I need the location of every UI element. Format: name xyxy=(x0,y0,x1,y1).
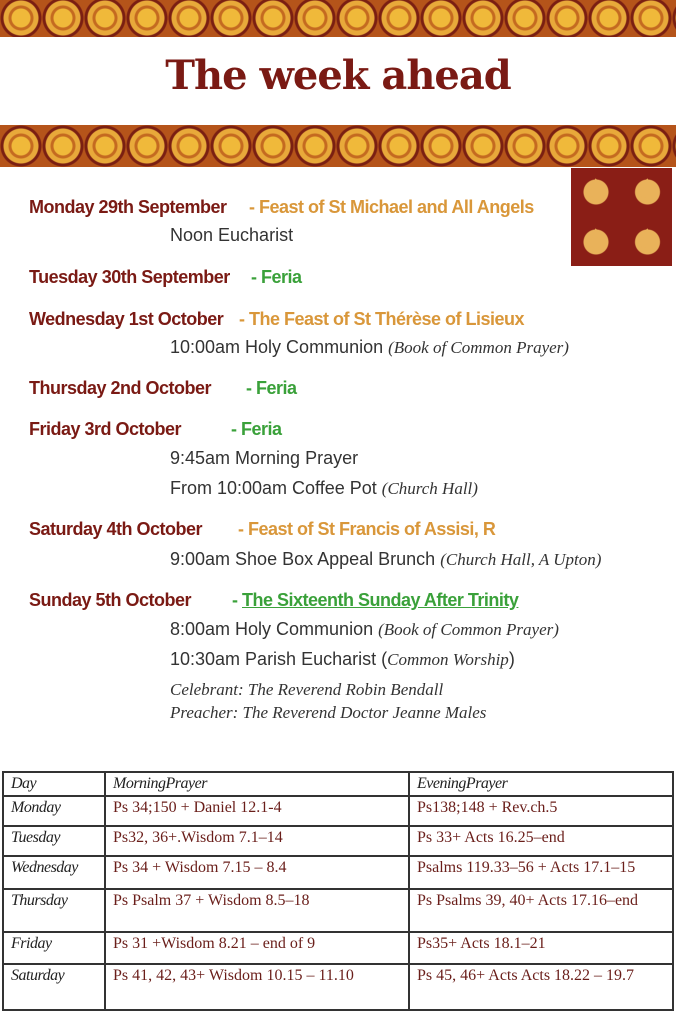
morning-reading: Ps Psalm 37 + Wisdom 8.5–18 xyxy=(105,889,409,932)
feast-link[interactable]: The Sixteenth Sunday After Trinity xyxy=(242,590,519,610)
column-header-day: Day xyxy=(3,772,105,796)
evening-reading: Ps138;148 + Rev.ch.5 xyxy=(409,796,673,826)
tile-border-icon xyxy=(0,125,676,167)
table-row xyxy=(3,796,673,826)
day-cell: Friday xyxy=(3,932,105,964)
event-feast xyxy=(232,590,518,611)
morning-reading: Ps 34 + Wisdom 7.15 – 8.4 xyxy=(105,856,409,889)
event-detail xyxy=(170,448,358,469)
event-day: Monday 29th September xyxy=(29,197,227,217)
table-row xyxy=(3,856,673,889)
day-cell: Saturday xyxy=(3,964,105,1010)
event-credit: Preacher: The Reverend Doctor Jeanne Males xyxy=(170,703,487,722)
day-cell: Wednesday xyxy=(3,856,105,889)
evening-reading: Psalms 119.33–56 + Acts 17.1–15 xyxy=(409,856,673,889)
event-detail xyxy=(170,649,515,670)
table-header-row xyxy=(3,772,673,796)
service-note: (Church Hall) xyxy=(381,479,478,498)
morning-reading: Ps32, 36+.Wisdom 7.1–14 xyxy=(105,826,409,856)
event-day: Wednesday 1st October xyxy=(29,309,224,329)
event-day: Tuesday 30th September xyxy=(29,267,230,287)
event-day: Thursday 2nd October xyxy=(29,378,212,398)
evening-reading: Ps Psalms 39, 40+ Acts 17.16–end xyxy=(409,889,673,932)
event-day: Sunday 5th October xyxy=(29,590,192,610)
day-cell: Tuesday xyxy=(3,826,105,856)
service-note: (Book of Common Prayer) xyxy=(388,338,569,357)
service-note: (Book of Common Prayer) xyxy=(378,620,559,639)
feast-prefix: - xyxy=(232,590,242,610)
service-text: Noon Eucharist xyxy=(170,225,294,245)
event-detail xyxy=(170,337,569,358)
event-feast: - The Feast of St Thérèse of Lisieux xyxy=(239,309,525,329)
service-text: 10:30am Parish Eucharist ( xyxy=(170,649,388,669)
fleur-de-lis-tile-icon: ⚜ ⚜ ⚜ ⚜ xyxy=(571,168,672,266)
readings-table xyxy=(2,771,674,1011)
event-feast: - Feast of St Michael and All Angels xyxy=(249,197,534,217)
morning-reading: Ps 41, 42, 43+ Wisdom 10.15 – 11.10 xyxy=(105,964,409,1010)
event-credit: Celebrant: The Reverend Robin Bendall xyxy=(170,680,444,699)
service-text: 9:00am Shoe Box Appeal Brunch xyxy=(170,549,441,569)
table-row xyxy=(3,826,673,856)
morning-reading: Ps 31 +Wisdom 8.21 – end of 9 xyxy=(105,932,409,964)
table-row xyxy=(3,889,673,932)
day-cell: Monday xyxy=(3,796,105,826)
service-note: (Church Hall, A Upton) xyxy=(440,550,602,569)
service-text: 9:45am Morning Prayer xyxy=(170,448,359,468)
table-row xyxy=(3,964,673,1010)
event-feast: - Feria xyxy=(246,378,297,398)
table-row xyxy=(3,932,673,964)
service-suffix: ) xyxy=(508,649,515,669)
service-text: From 10:00am Coffee Pot xyxy=(170,478,382,498)
event-detail xyxy=(170,478,478,499)
event-day: Saturday 4th October xyxy=(29,519,203,539)
morning-reading: Ps 34;150 + Daniel 12.1-4 xyxy=(105,796,409,826)
column-header-evening: EveningPrayer xyxy=(409,772,673,796)
event-day: Friday 3rd October xyxy=(29,419,182,439)
page-title: The week ahead xyxy=(165,52,511,99)
evening-reading: Ps 45, 46+ Acts Acts 18.22 – 19.7 xyxy=(409,964,673,1010)
service-note: Common Worship xyxy=(387,650,509,669)
service-text: 8:00am Holy Communion xyxy=(170,619,379,639)
column-header-morning: MorningPrayer xyxy=(105,772,409,796)
event-feast: - Feria xyxy=(231,419,282,439)
event-detail xyxy=(170,619,559,640)
event-detail xyxy=(170,549,601,570)
service-text: 10:00am Holy Communion xyxy=(170,337,389,357)
event-feast: - Feast of St Francis of Assisi, R xyxy=(238,519,496,539)
evening-reading: Ps 33+ Acts 16.25–end xyxy=(409,826,673,856)
event-feast: - Feria xyxy=(251,267,302,287)
event-detail xyxy=(170,225,293,246)
tile-border-icon xyxy=(0,0,676,37)
day-cell: Thursday xyxy=(3,889,105,932)
evening-reading: Ps35+ Acts 18.1–21 xyxy=(409,932,673,964)
